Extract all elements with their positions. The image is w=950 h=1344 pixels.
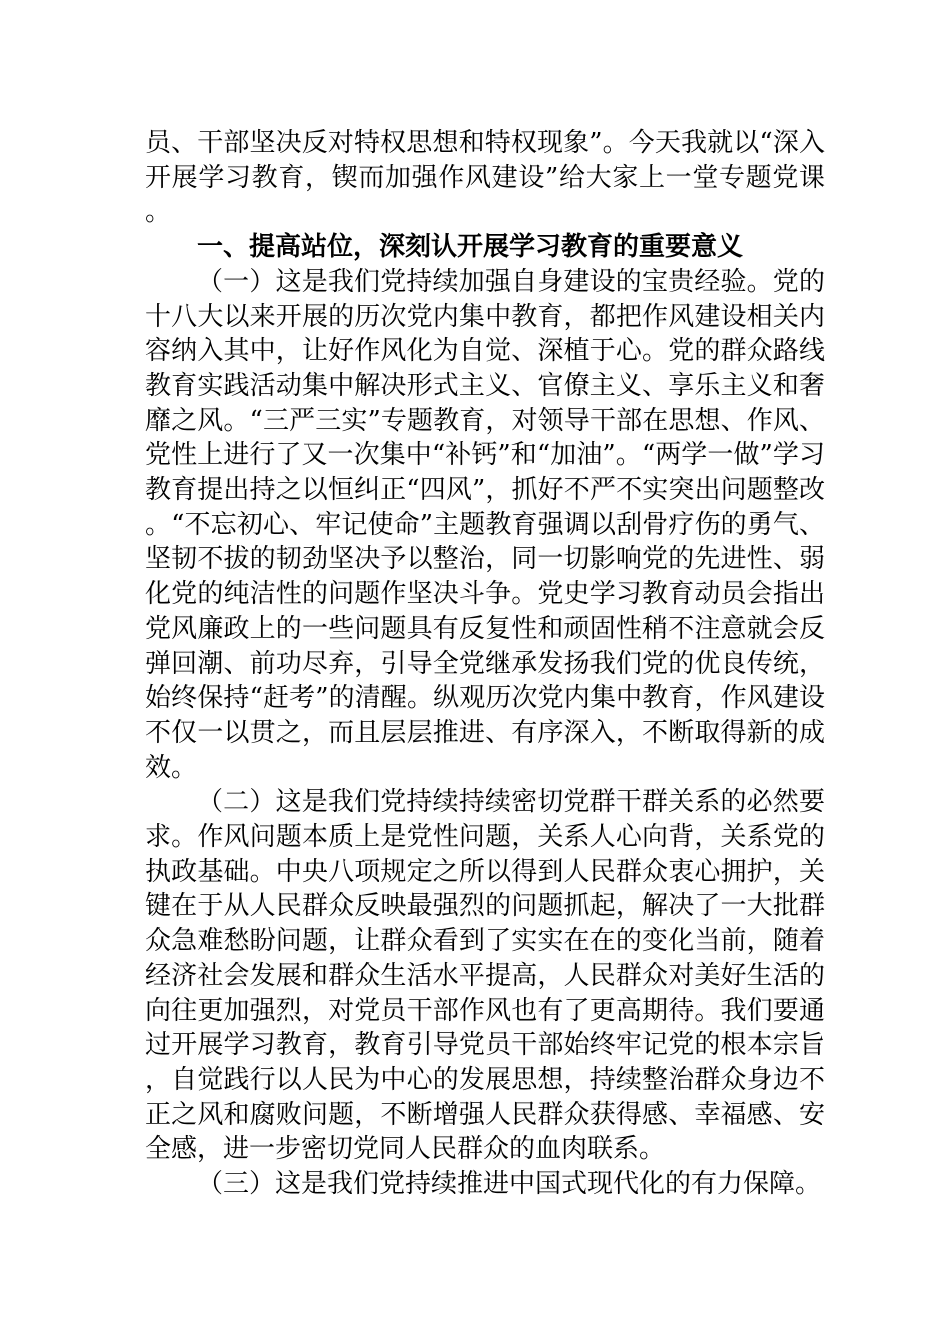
document-body [145, 126, 825, 1202]
paragraph-point-one: （一）这是我们党持续加强自身建设的宝贵经验。党的十八大以来开展的历次党内集中教育，都把作风建设相关内容纳入其中，让好作风化为自觉、深植于心。党的群众路线教育实践活动集中解决形式主义、官僚主义、享乐主义和奢靡之风。“三严三实”专题教育，对领导干部在思想、作风、党性上进行了又一次集中“补钙”和“加油”。“两学一做”学习教育提出持之以恒纠正“四风”，抓好不严不实突出问题整改。“不忘初心、牢记使命”主题教育强调以刮骨疗伤的勇气、坚韧不拔的韧劲坚决予以整治，同一切影响党的先进性、弱化党的纯洁性的问题作坚决斗争。党史学习教育动员会指出党风廉政上的一些问题具有反复性和顽固性稍不注意就会反弹回潮、前功尽弃，引导全党继承发扬我们党的优良传统，始终保持“赶考”的清醒。纵观历次党内集中教育，作风建设不仅一以贯之，而且层层推进、有序深入，不断取得新的成效。 [145, 266, 825, 783]
paragraph-point-three: （三）这是我们党持续推进中国式现代化的有力保障。 [197, 1169, 822, 1200]
paragraph-point-two: （二）这是我们党持续持续密切党群干群关系的必然要求。作风问题本质上是党性问题，关系人心向背，关系党的执政基础。中央八项规定之所以得到人民群众衷心拥护，关键在于从人民群众反映最强烈的问题抓起，解决了一大批群众急难愁盼问题，让群众看到了实实在在的变化当前，随着经济社会发展和群众生活水平提高，人民群众对美好生活的向往更加强烈，对党员干部作风也有了更高期待。我们要通过开展学习教育，教育引导党员干部始终牢记党的根本宗旨，自觉践行以人民为中心的发展思想，持续整治群众身边不正之风和腐败问题，不断增强人民群众获得感、幸福感、安全感，进一步密切党同人民群众的血肉联系。 [145, 787, 825, 1165]
section-heading: 一、提高站位，深刻认开展学习教育的重要意义 [197, 232, 744, 263]
paragraph-continuation: 员、干部坚决反对特权思想和特权现象”。今天我就以“深入开展学习教育，锲而加强作风建设”给大家上一堂专题党课。 [145, 128, 825, 228]
